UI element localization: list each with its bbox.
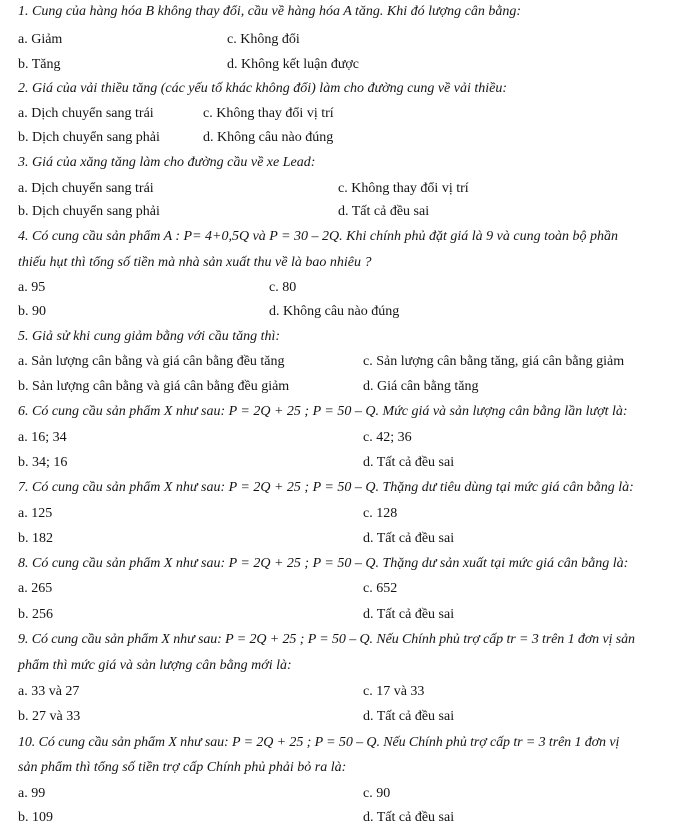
question-7-option-a: a. 125 (18, 506, 53, 521)
question-10-option-d: d. Tất cả đều sai (363, 810, 455, 825)
question-2-option-b: b. Dịch chuyển sang phải (18, 130, 160, 145)
question-10-stem-line-1: 10. Có cung cầu sản phẩm X như sau: P = 2Q + 25 ; P = 50 – Q. Nếu Chính phủ trợ cấp tr = 3 trên 1 đơn vị (18, 735, 620, 750)
question-5-stem-line-1: 5. Giả sử khi cung giảm bằng với cầu tăng thì: (18, 329, 281, 344)
question-3-option-d: d. Tất cả đều sai (338, 204, 430, 219)
question-1-option-d: d. Không kết luận được (227, 57, 360, 72)
question-9-option-d: d. Tất cả đều sai (363, 709, 455, 724)
question-6-option-c: c. 42; 36 (363, 430, 412, 445)
question-1-stem-line-1: 1. Cung của hàng hóa B không thay đổi, cầu về hàng hóa A tăng. Khi đó lượng cân bằng: (18, 4, 521, 19)
question-1-option-a: a. Giảm (18, 32, 63, 47)
question-5-option-a: a. Sản lượng cân bằng và giá cân bằng đều tăng (18, 354, 285, 369)
question-5-option-d: d. Giá cân bằng tăng (363, 379, 479, 394)
question-3-option-b: b. Dịch chuyển sang phải (18, 204, 160, 219)
question-4-option-c: c. 80 (269, 280, 297, 295)
question-9-option-a: a. 33 và 27 (18, 684, 80, 699)
question-1-option-b: b. Tăng (18, 57, 61, 72)
question-9-stem-line-1: 9. Có cung cầu sản phẩm X như sau: P = 2Q + 25 ; P = 50 – Q. Nếu Chính phủ trợ cấp tr = 3 trên 1 đơn vị sản (18, 632, 635, 647)
question-9-option-c: c. 17 và 33 (363, 684, 425, 699)
question-8-option-b: b. 256 (18, 607, 53, 622)
question-4-option-d: d. Không câu nào đúng (269, 304, 400, 319)
question-7-option-d: d. Tất cả đều sai (363, 531, 455, 546)
question-5-option-b: b. Sản lượng cân bằng và giá cân bằng đều giảm (18, 379, 290, 394)
question-3-stem-line-1: 3. Giá của xăng tăng làm cho đường cầu về xe Lead: (18, 155, 316, 170)
question-2-stem-line-1: 2. Giá của vải thiều tăng (các yếu tố khác không đổi) làm cho đường cung về vải thiều: (18, 81, 508, 96)
question-8-option-d: d. Tất cả đều sai (363, 607, 455, 622)
question-7-option-b: b. 182 (18, 531, 53, 546)
question-1-option-c: c. Không đổi (227, 32, 300, 47)
question-4-stem-line-2: thiếu hụt thì tổng số tiền mà nhà sản xuất thu về là bao nhiêu ? (18, 255, 372, 270)
question-3-option-c: c. Không thay đổi vị trí (338, 181, 469, 196)
question-10-option-b: b. 109 (18, 810, 53, 825)
question-10-option-c: c. 90 (363, 786, 391, 801)
question-6-option-d: d. Tất cả đều sai (363, 455, 455, 470)
question-4-option-b: b. 90 (18, 304, 46, 319)
question-8-option-a: a. 265 (18, 581, 53, 596)
question-7-option-c: c. 128 (363, 506, 398, 521)
question-7-stem-line-1: 7. Có cung cầu sản phẩm X như sau: P = 2Q + 25 ; P = 50 – Q. Thặng dư tiêu dùng tại mức giá cân bằng là: (18, 480, 634, 495)
question-6-option-a: a. 16; 34 (18, 430, 67, 445)
question-4-option-a: a. 95 (18, 280, 46, 295)
question-9-stem-line-2: phẩm thì mức giá và sản lượng cân bằng mới là: (18, 658, 292, 673)
question-3-option-a: a. Dịch chuyển sang trái (18, 181, 154, 196)
question-9-option-b: b. 27 và 33 (18, 709, 81, 724)
question-2-option-d: d. Không câu nào đúng (203, 130, 334, 145)
question-5-option-c: c. Sản lượng cân bằng tăng, giá cân bằng giảm (363, 354, 625, 369)
question-2-option-c: c. Không thay đổi vị trí (203, 106, 334, 121)
question-8-option-c: c. 652 (363, 581, 398, 596)
question-10-option-a: a. 99 (18, 786, 46, 801)
question-4-stem-line-1: 4. Có cung cầu sản phẩm A : P= 4+0,5Q và P = 30 – 2Q. Khi chính phủ đặt giá là 9 và cung toàn bộ phần (18, 229, 618, 244)
question-6-option-b: b. 34; 16 (18, 455, 68, 470)
question-6-stem-line-1: 6. Có cung cầu sản phẩm X như sau: P = 2Q + 25 ; P = 50 – Q. Mức giá và sản lượng cân bằng lần lượt là: (18, 404, 628, 419)
question-2-option-a: a. Dịch chuyển sang trái (18, 106, 154, 121)
question-10-stem-line-2: sản phẩm thì tổng số tiền trợ cấp Chính phủ phải bỏ ra là: (18, 760, 347, 775)
question-8-stem-line-1: 8. Có cung cầu sản phẩm X như sau: P = 2Q + 25 ; P = 50 – Q. Thặng dư sản xuất tại mức giá cân bằng là: (18, 556, 629, 571)
